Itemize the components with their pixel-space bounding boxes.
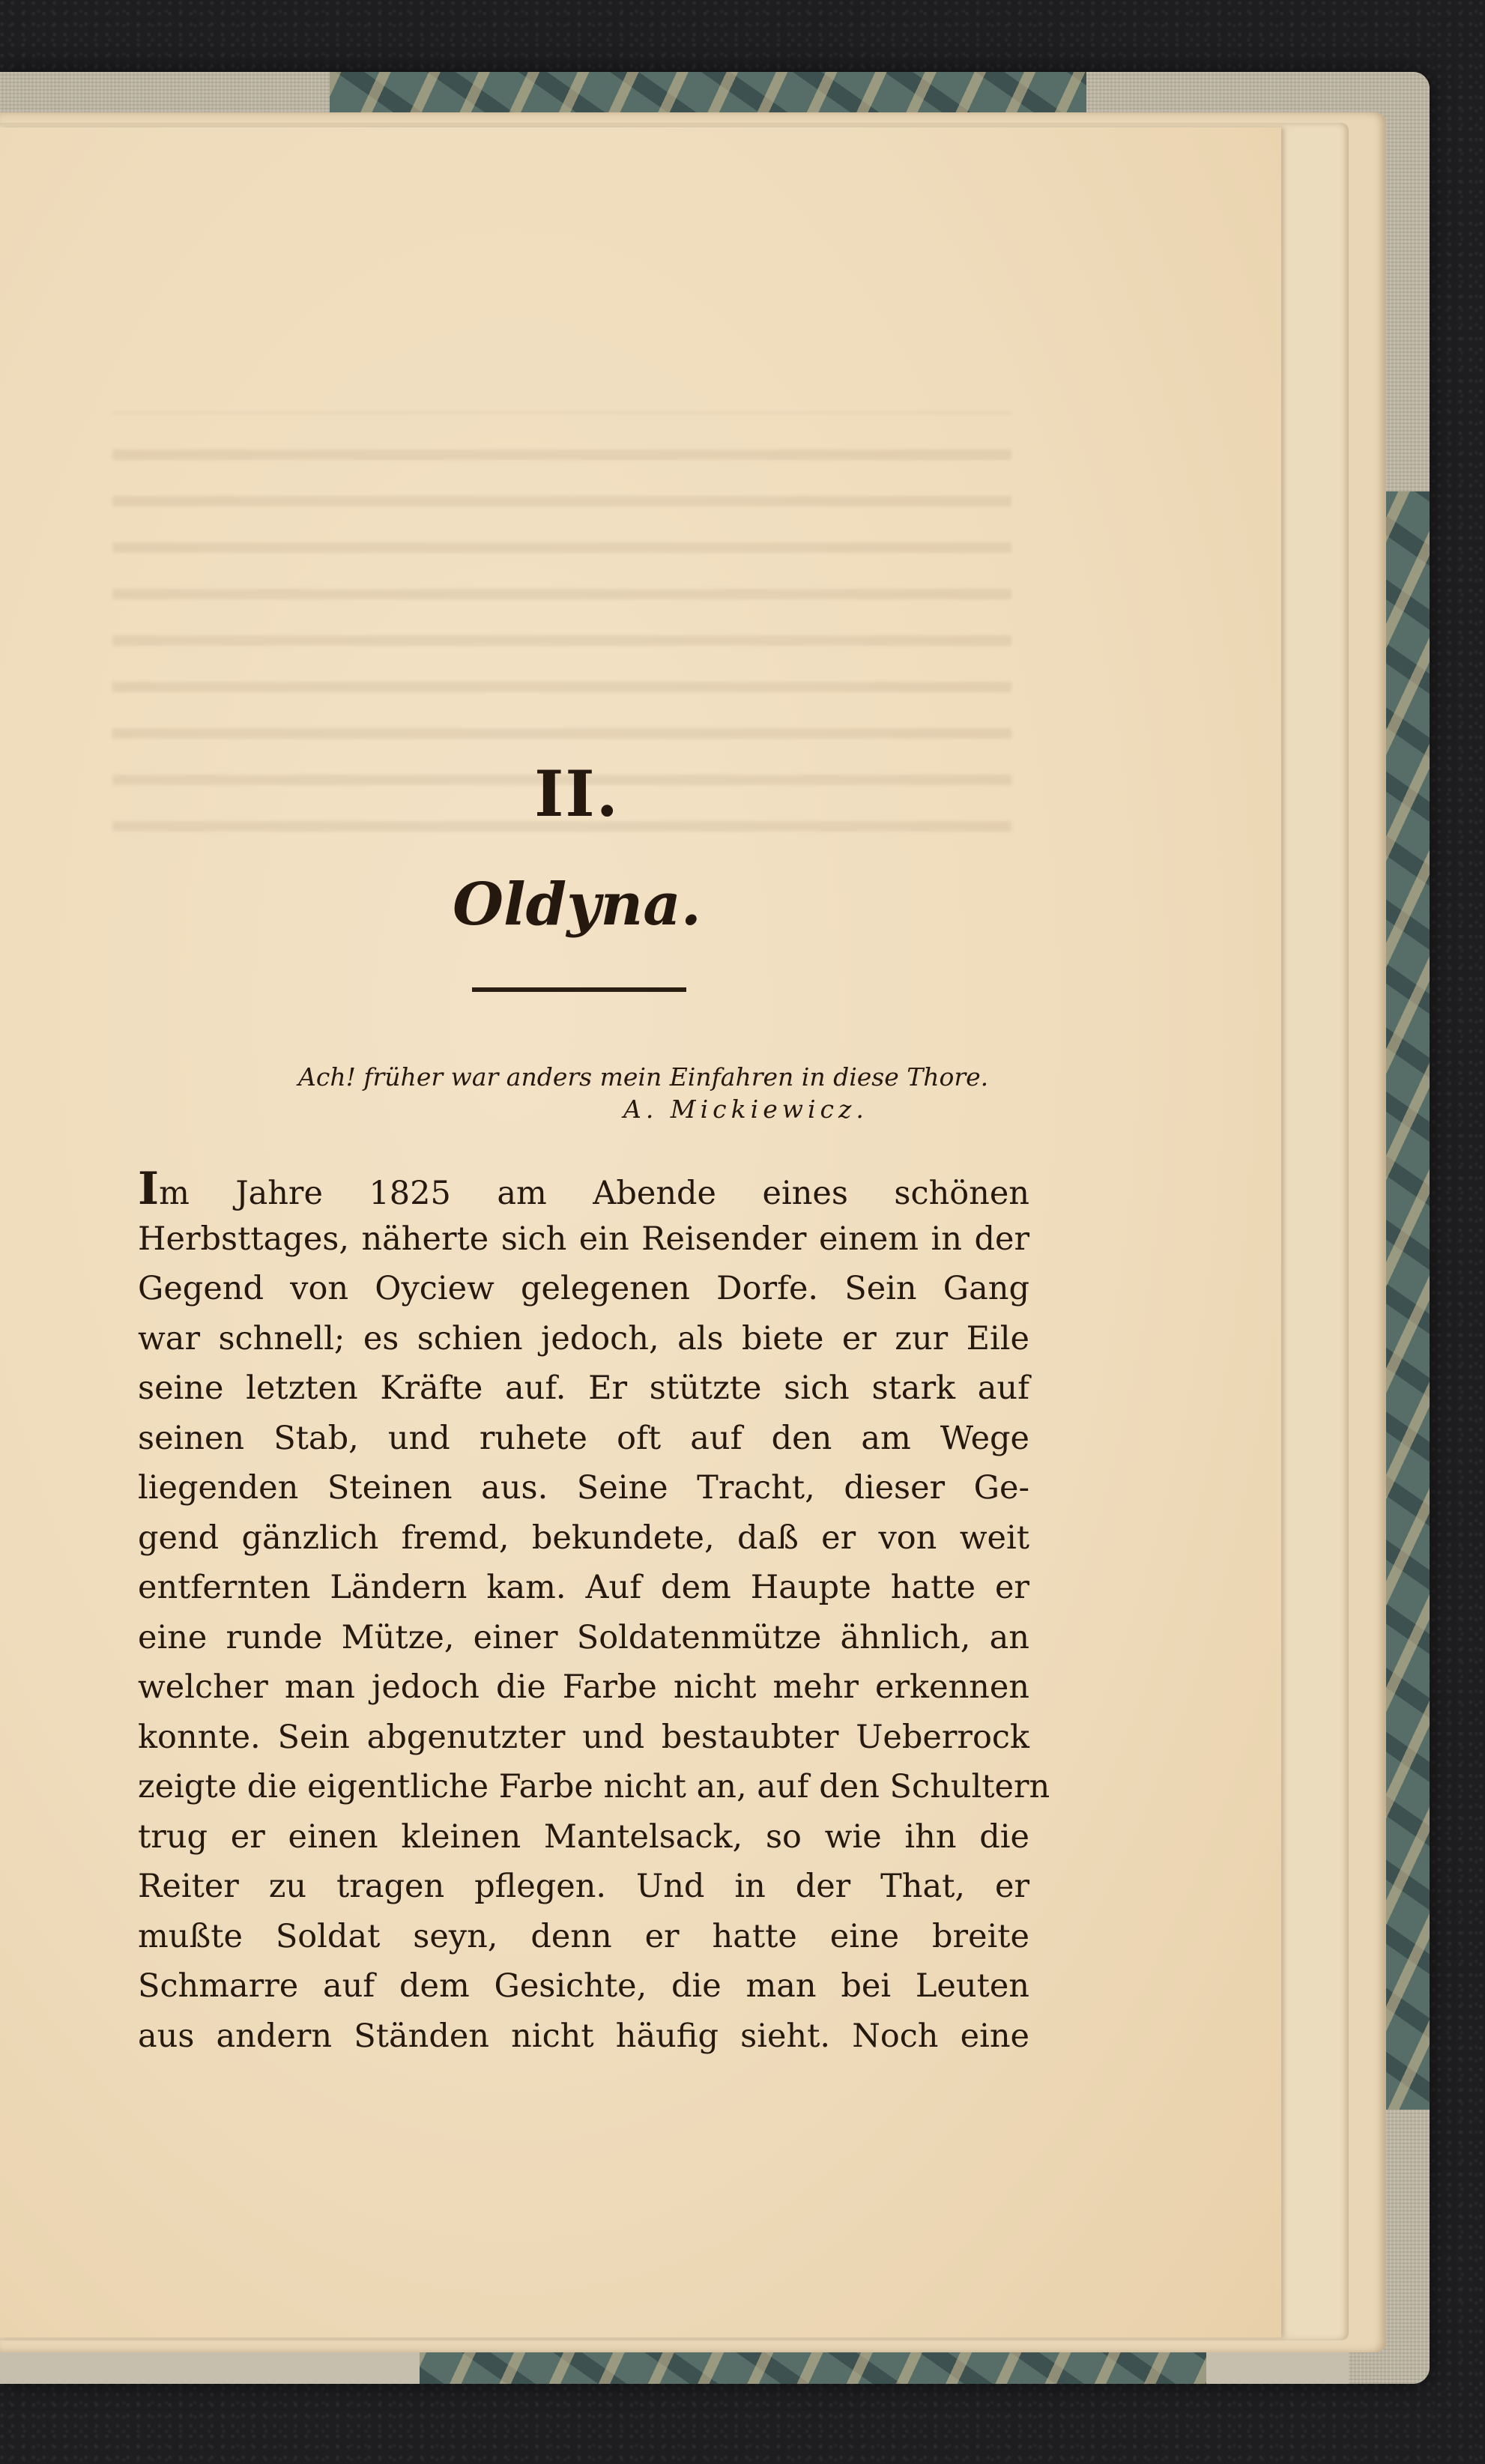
text-line: seinen Stab, und ruhete oft auf den am Wege (138, 1419, 1029, 1457)
text-line: trug er einen kleinen Mantelsack, so wie ihn die (138, 1817, 1029, 1856)
text-line: Reiter zu tragen pflegen. Und in der That, er (138, 1868, 1029, 1905)
text-line: eine runde Mütze, einer Soldatenmütze ähnlich, an (138, 1618, 1029, 1656)
text-line: seine letzten Kräfte auf. Er stützte sich stark auf (138, 1369, 1029, 1407)
text-line (138, 1164, 1029, 1214)
epigraph-quote: Ach! früher war anders mein Einfahren in diese Thore. (298, 1062, 989, 1092)
text-line-content: m Jahre 1825 am Abende eines schönen (159, 1175, 1029, 1212)
text-line: zeigte die eigentliche Farbe nicht an, auf den Schultern (138, 1768, 1050, 1805)
book-page (0, 127, 1281, 2337)
text-line: welcher man jedoch die Farbe nicht mehr erkennen (138, 1668, 1029, 1706)
text-line: gend gänzlich fremd, bekundete, daß er von weit (138, 1519, 1029, 1557)
text-line: entfernten Ländern kam. Auf dem Haupte hatte er (138, 1569, 1029, 1606)
text-line: konnte. Sein abgenutzter und bestaubter Ueberrock (138, 1718, 1029, 1756)
text-line: Herbsttages, näherte sich ein Reisender einem in der (138, 1220, 1029, 1258)
text-line: Schmarre auf dem Gesichte, die man bei Leuten (138, 1967, 1029, 2005)
text-line: Gegend von Oyciew gelegenen Dorfe. Sein Gang (138, 1270, 1029, 1307)
text-line: liegenden Steinen aus. Seine Tracht, dieser Ge- (138, 1469, 1029, 1507)
text-line: mußte Soldat seyn, denn er hatte eine breite (138, 1917, 1029, 1955)
text-line: war schnell; es schien jedoch, als biete er zur Eile (138, 1319, 1029, 1357)
title-divider (472, 987, 686, 992)
body-text (138, 1163, 1050, 2061)
initial-letter: I (138, 1163, 160, 1215)
epigraph-author: A. Mickiewicz. (623, 1095, 868, 1124)
chapter-number: II. (534, 757, 620, 831)
text-line: aus andern Ständen nicht häufig sieht. Noch eine (138, 2017, 1029, 2055)
chapter-title: Oldyna. (453, 871, 701, 939)
